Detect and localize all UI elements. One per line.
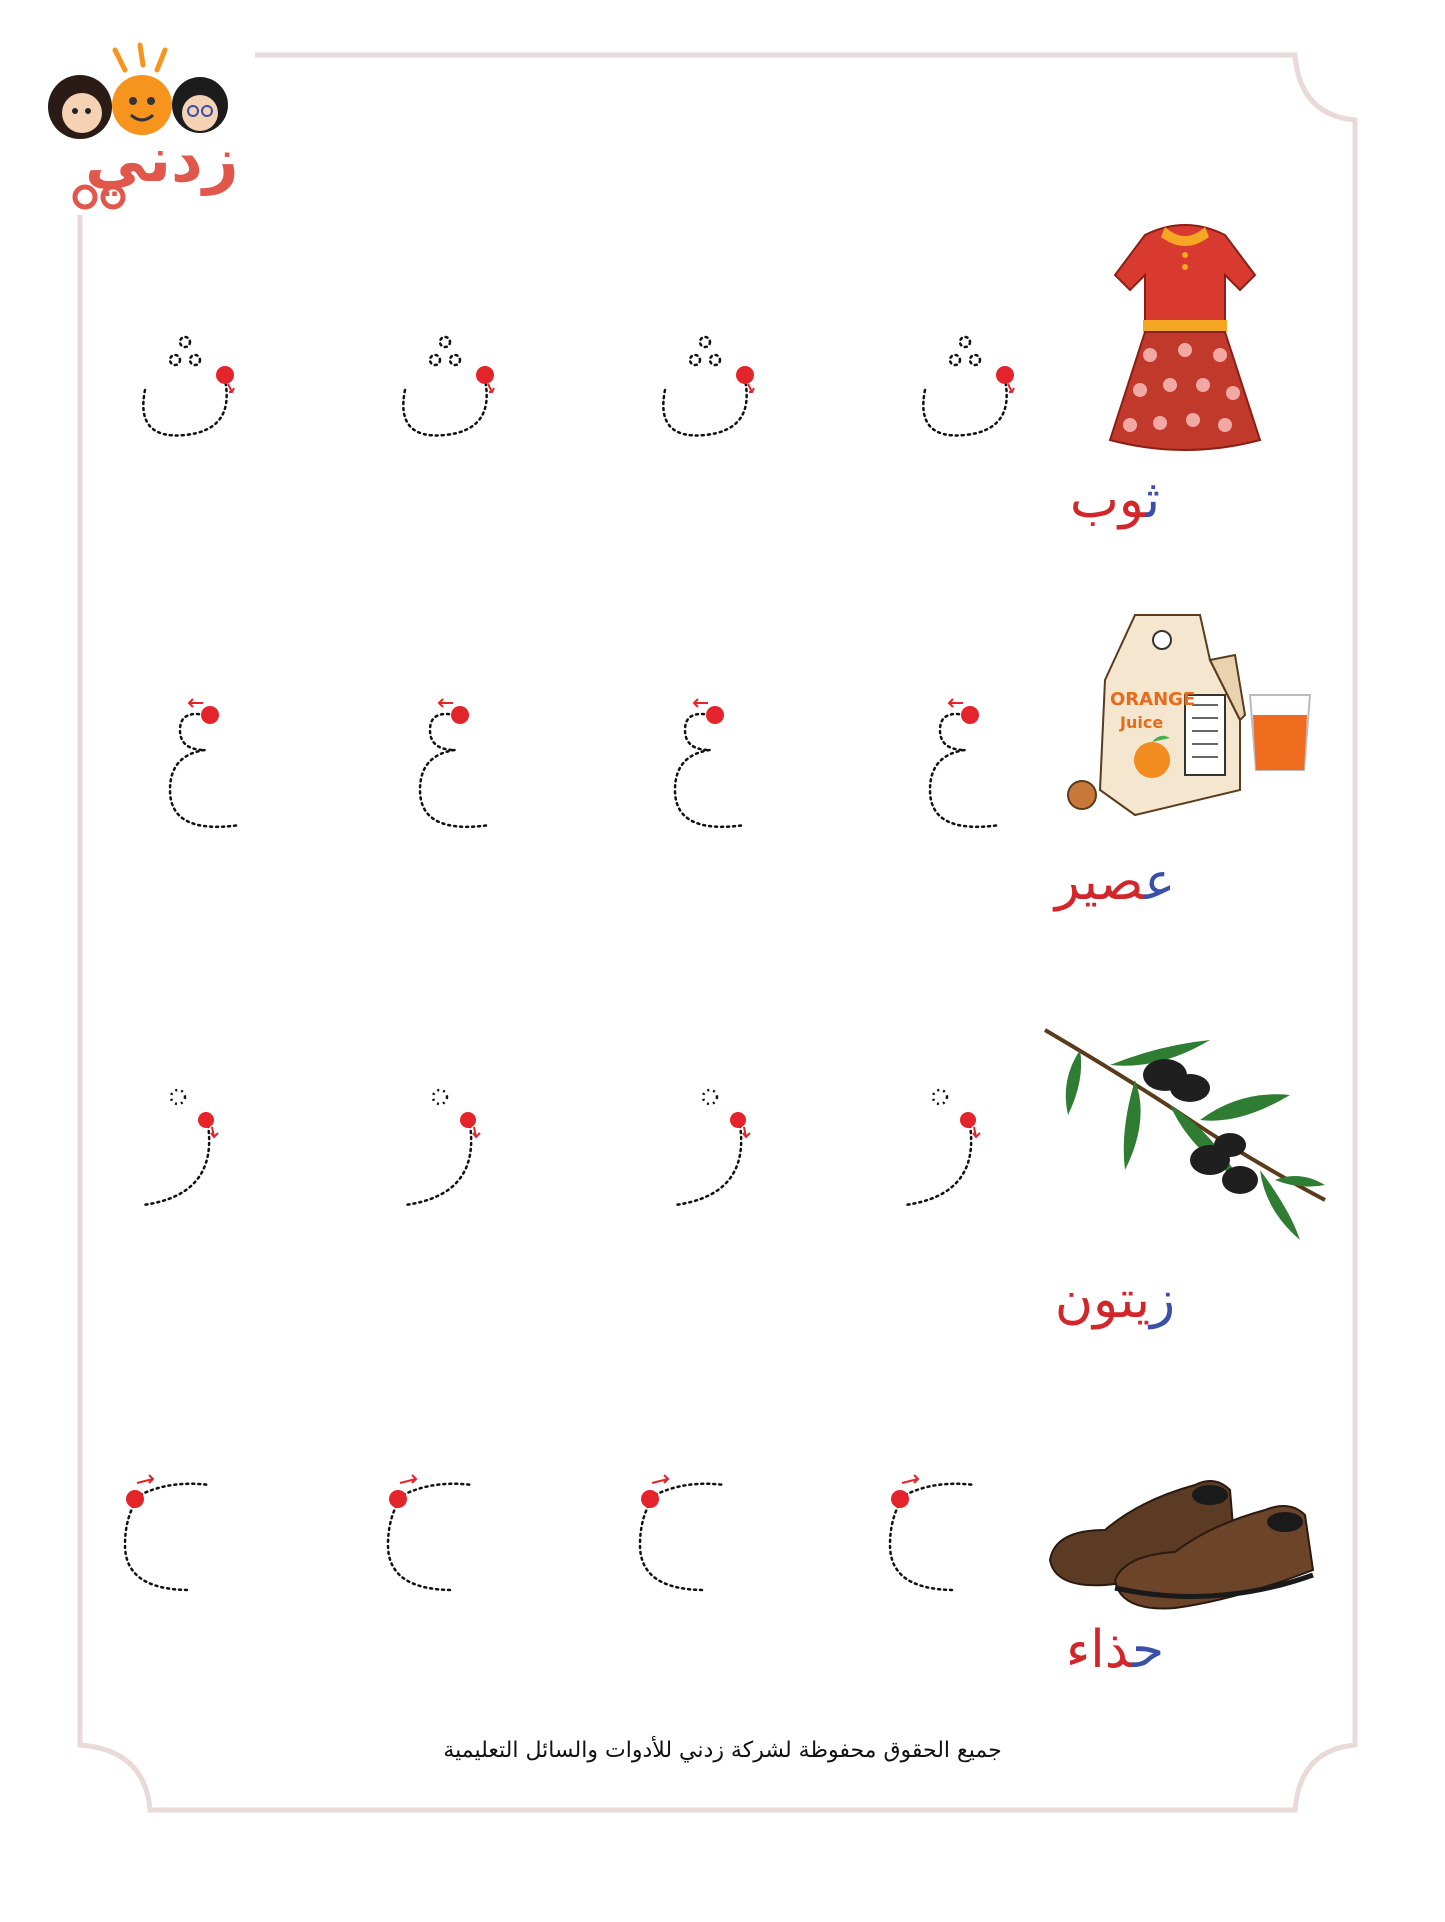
trace-letter-ha-1 bbox=[880, 1465, 1000, 1605]
trace-letter-zay-4 bbox=[138, 1085, 248, 1215]
word-aseer: عصير bbox=[1054, 852, 1176, 912]
word-hidhaa: حذاء bbox=[1065, 1620, 1165, 1680]
dress-icon bbox=[1105, 215, 1265, 455]
trace-letter-ha-2 bbox=[630, 1465, 750, 1605]
juice-icon bbox=[1060, 600, 1320, 820]
trace-letter-ain-1 bbox=[915, 695, 1015, 845]
trace-letter-ain-2 bbox=[660, 695, 760, 845]
trace-letter-tha-3 bbox=[385, 330, 525, 450]
trace-letter-ain-3 bbox=[405, 695, 505, 845]
juice-label-1: ORANGE bbox=[1110, 689, 1196, 710]
trace-letter-tha-4 bbox=[125, 330, 265, 450]
trace-letter-zay-3 bbox=[400, 1085, 510, 1215]
shoes-icon bbox=[1045, 1460, 1315, 1620]
trace-letter-ain-4 bbox=[155, 695, 255, 845]
trace-letter-tha-1 bbox=[905, 330, 1045, 450]
logo-text: زدني bbox=[85, 123, 239, 196]
juice-label-2: Juice bbox=[1120, 713, 1164, 732]
olive-branch-icon bbox=[1040, 1020, 1330, 1240]
trace-letter-zay-1 bbox=[900, 1085, 1010, 1215]
copyright-footer: جميع الحقوق محفوظة لشركة زدني للأدوات والسائل التعليمية bbox=[443, 1738, 1002, 1763]
trace-letter-zay-2 bbox=[670, 1085, 780, 1215]
trace-letter-ha-3 bbox=[378, 1465, 498, 1605]
word-zaytoon: زيتون bbox=[1054, 1270, 1176, 1330]
word-thawb: ثوب bbox=[1069, 470, 1161, 530]
brand-logo bbox=[25, 35, 255, 215]
trace-letter-ha-4 bbox=[115, 1465, 235, 1605]
trace-letter-tha-2 bbox=[645, 330, 785, 450]
